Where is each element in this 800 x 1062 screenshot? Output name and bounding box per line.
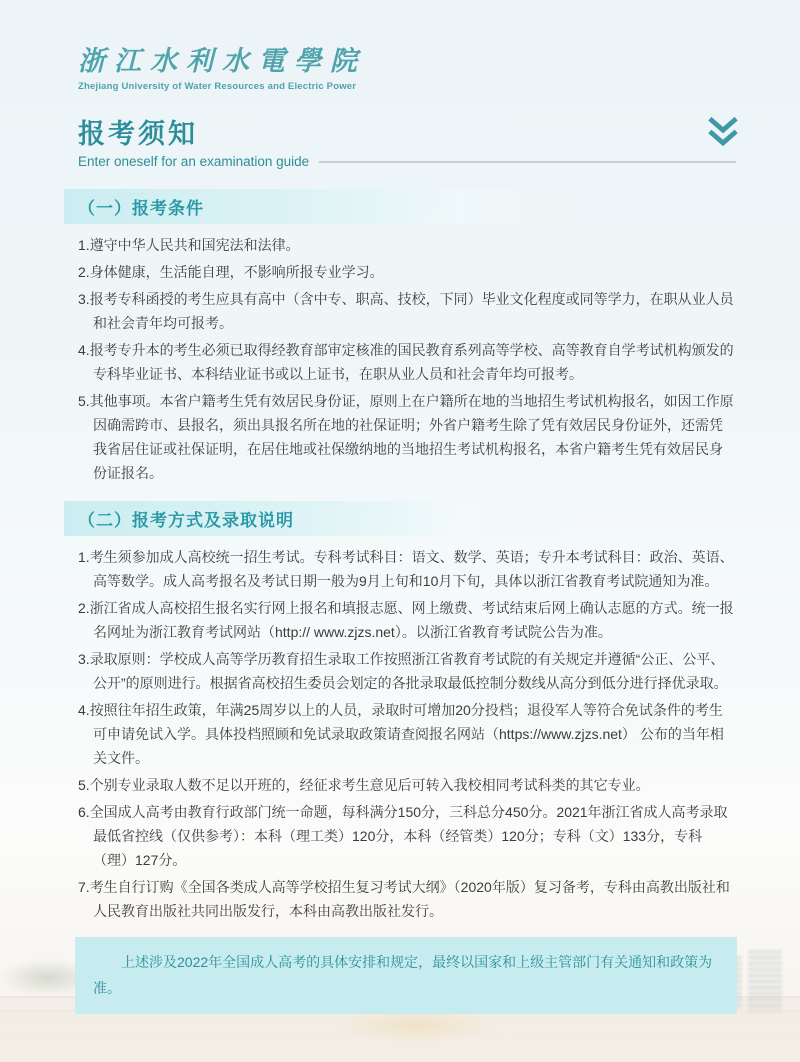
item-text: 身体健康，生活能自理，不影响所报专业学习。 (89, 264, 384, 281)
list-item (78, 596, 736, 644)
university-name-en: Zhejiang University of Water Resources and Electric Power (78, 81, 357, 93)
item-number: 3. (78, 651, 90, 668)
item-number: 5. (78, 393, 90, 410)
university-name-cn: 浙江水利水電學院 (78, 46, 366, 77)
item-number: 2. (78, 600, 90, 617)
item-text: 考生自行订购《全国各类成人高等学校招生复习考试大纲》（2020年版）复习备考，专科由高教出版社和人民教育出版社共同出版发行，本科由高教出版社发行。 (89, 879, 730, 920)
item-text: 浙江省成人高校招生报名实行网上报名和填报志愿、网上缴费、考试结束后网上确认志愿的方式。统一报名网址为浙江教育考试网站（http:// www.zjzs.net）。以浙江省教育考试院公告为准。 (89, 600, 734, 641)
item-text: 全国成人高考由教育行政部门统一命题，每科满分150分，三科总分450分。2021年浙江省成人高考录取最低省控线（仅供参考）：本科（理工类）120分，本科（经管类）120分；专科（文）133分，专科（理）127分。 (89, 804, 728, 869)
list-item (78, 545, 736, 593)
divider-line (319, 161, 736, 163)
list-item (78, 647, 736, 695)
item-text: 遵守中华人民共和国宪法和法律。 (89, 237, 300, 254)
item-number: 1. (78, 549, 90, 566)
section-application-conditions (78, 189, 736, 485)
final-notice-text: 上述涉及2022年全国成人高考的具体安排和规定，最终以国家和上级主管部门有关通知和政策为准。 (93, 954, 713, 997)
section-application-method (78, 501, 736, 923)
item-text: 个别专业录取人数不足以开班的，经征求考生意见后可转入我校相同考试科类的其它专业。 (89, 777, 650, 794)
list-item (78, 389, 736, 485)
item-number: 4. (78, 342, 90, 359)
list-item (78, 800, 736, 872)
item-number: 4. (78, 702, 90, 719)
section-item-list (78, 233, 736, 485)
subtitle-row (78, 154, 736, 169)
list-item (78, 287, 736, 335)
list-item (78, 773, 736, 797)
item-number: 1. (78, 237, 90, 254)
item-text: 报考专科函授的考生应具有高中（含中专、职高、技校，下同）毕业文化程度或同等学力，在职从业人员和社会青年均可报考。 (89, 291, 734, 332)
list-item (78, 875, 736, 923)
item-text: 录取原则：学校成人高等学历教育招生录取工作按照浙江省教育考试院的有关规定并遵循“公正、公平、公开”的原则进行。根据省高校招生委员会划定的各批录取最低控制分数线从高分到低分进行择优录取。 (89, 651, 728, 692)
item-text: 其他事项。本省户籍考生凭有效居民身份证，原则上在户籍所在地的当地招生考试机构报名，如因工作原因确需跨市、县报名，须出具报名所在地的社保证明；外省户籍考生除了凭有效居民身份证外，还需凭我省居住证或社保证明，在居住地或社保缴纳地的当地招生考试机构报名，本省户籍考生凭有效居民身份证报名。 (89, 393, 734, 482)
item-text: 按照往年招生政策，年满25周岁以上的人员，录取时可增加20分投档；退役军人等符合免试条件的考生可申请免试入学。具体投档照顾和免试录取政策请查阅报名网站（https://www.zjzs.net） 公布的当年相关文件。 (89, 702, 724, 767)
university-logo (78, 46, 736, 92)
list-item (78, 233, 736, 257)
list-item (78, 260, 736, 284)
section-item-list (78, 545, 736, 923)
item-number: 5. (78, 777, 90, 794)
item-number: 3. (78, 291, 90, 308)
photo-ground (0, 1010, 800, 1062)
item-text: 考生须参加成人高校统一招生考试。专科考试科目：语文、数学、英语；专升本考试科目：政治、英语、高等数学。成人高考报名及考试日期一般为9月上旬和10月下旬，具体以浙江省教育考试院通知为准。 (89, 549, 734, 590)
list-item (78, 338, 736, 386)
list-item (78, 698, 736, 770)
final-notice-box (75, 937, 737, 1014)
content (0, 46, 800, 1014)
section-heading: （一）报考条件 (64, 189, 584, 224)
item-number: 6. (78, 804, 90, 821)
item-number: 7. (78, 879, 90, 896)
item-text: 报考专升本的考生必须已取得经教育部审定核准的国民教育系列高等学校、高等教育自学考试机构颁发的专科毕业证书、本科结业证书或以上证书，在职从业人员和社会青年均可报考。 (89, 342, 734, 383)
item-number: 2. (78, 264, 90, 281)
page-title: 报考须知 (78, 119, 198, 150)
page-subtitle: Enter oneself for an examination guide (78, 154, 310, 170)
double-chevron-down-icon (706, 116, 740, 150)
title-block (78, 118, 736, 169)
section-heading: （二）报考方式及录取说明 (64, 501, 584, 536)
